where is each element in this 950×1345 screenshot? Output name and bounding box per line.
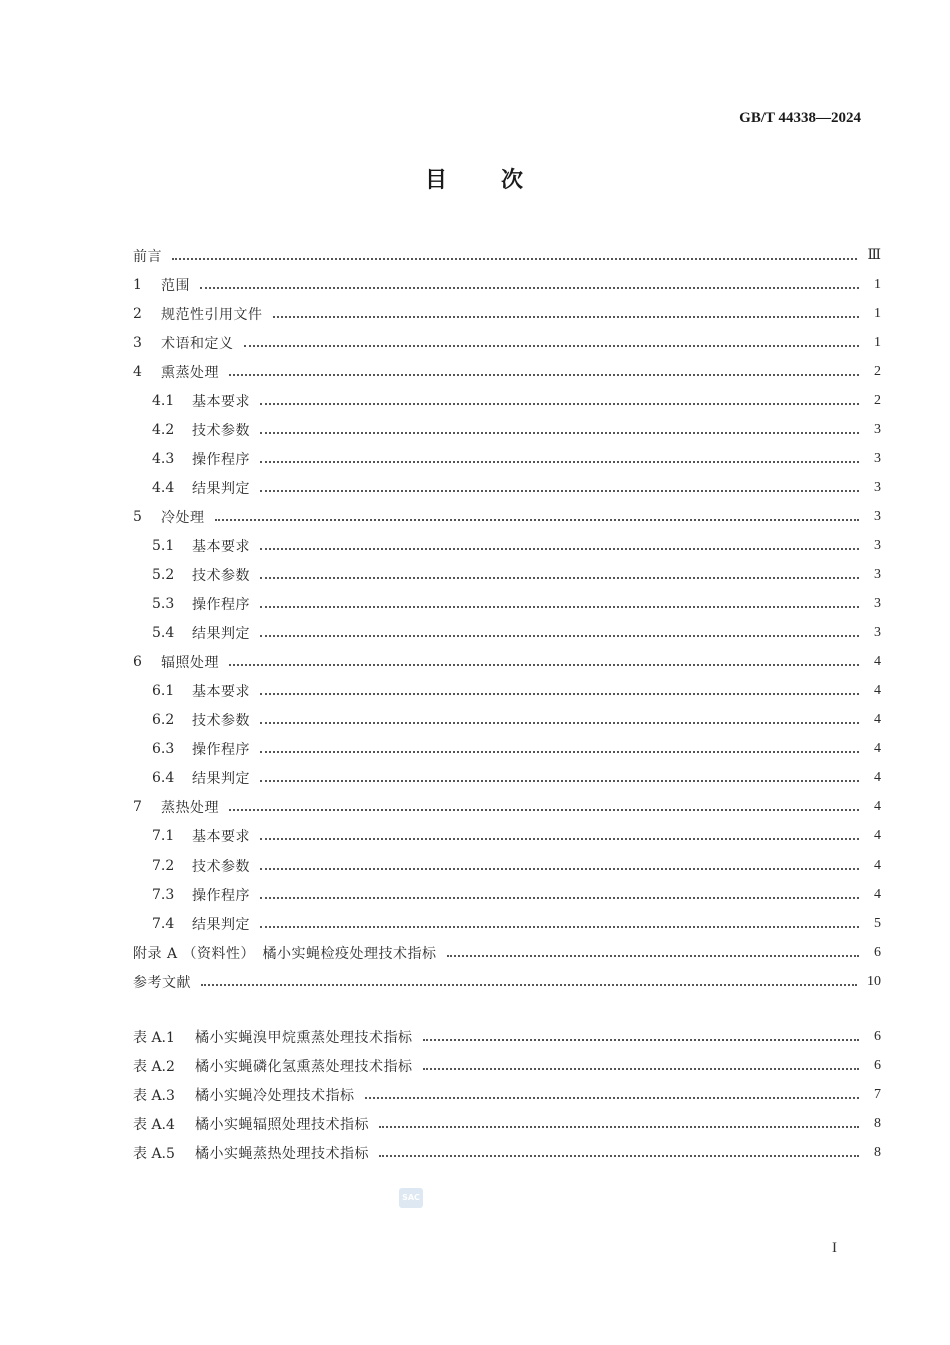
toc-entry[interactable] bbox=[133, 299, 881, 328]
dot-leader bbox=[260, 461, 859, 463]
toc-entry-number: 4.4 bbox=[152, 479, 175, 496]
toc-entry-label: 技术参数 bbox=[192, 422, 250, 439]
toc-entry-label: 规范性引用文件 bbox=[161, 306, 263, 323]
toc-entry[interactable] bbox=[133, 241, 881, 270]
toc-entry[interactable] bbox=[133, 793, 881, 822]
toc-entry-number: 表 A.5 bbox=[133, 1145, 175, 1162]
toc-entry-page: 3 bbox=[874, 567, 881, 583]
toc-entry-label: 结果判定 bbox=[192, 626, 250, 643]
toc-entry[interactable] bbox=[133, 648, 881, 677]
toc-entry[interactable] bbox=[133, 967, 881, 996]
toc-entry-label: 辐照处理 bbox=[161, 655, 219, 672]
toc-entry-number: 4 bbox=[133, 363, 142, 380]
toc-entry[interactable] bbox=[133, 502, 881, 531]
toc-entry[interactable] bbox=[133, 938, 881, 967]
toc-entry-page: Ⅲ bbox=[867, 248, 881, 264]
dot-leader bbox=[260, 722, 859, 724]
toc-entry-page: 6 bbox=[874, 1057, 881, 1073]
toc-entry-number: 表 A.2 bbox=[133, 1058, 175, 1075]
toc-entry-number: 5.2 bbox=[152, 567, 175, 584]
dot-leader bbox=[260, 780, 859, 782]
toc-entry-number: 6 bbox=[133, 654, 142, 671]
toc-entry-page: 3 bbox=[874, 479, 881, 495]
dot-leader bbox=[229, 809, 859, 811]
dot-leader bbox=[260, 897, 859, 899]
toc-entry[interactable] bbox=[133, 851, 881, 880]
toc-entry-page: 3 bbox=[874, 537, 881, 553]
dot-leader bbox=[260, 751, 859, 753]
toc-entry[interactable] bbox=[133, 619, 881, 648]
toc-entry-label: 操作程序 bbox=[192, 451, 250, 468]
toc-entry-number: 1 bbox=[133, 276, 142, 293]
toc-entry-number: 5.4 bbox=[152, 625, 175, 642]
toc-entry-label: 参考文献 bbox=[133, 974, 191, 991]
toc-entry-label: 附录 A （资料性） 橘小实蝇检疫处理技术指标 bbox=[133, 945, 437, 962]
toc-entry-page: 4 bbox=[874, 799, 881, 815]
toc-entry[interactable] bbox=[133, 735, 881, 764]
toc-entry-number: 5.1 bbox=[152, 537, 175, 554]
toc-entry[interactable] bbox=[133, 473, 881, 502]
toc-entry-page: 3 bbox=[874, 625, 881, 641]
toc-entry-page: 5 bbox=[874, 915, 881, 931]
dot-leader bbox=[260, 403, 859, 405]
toc-entry-label: 熏蒸处理 bbox=[161, 364, 219, 381]
toc-entry-label: 结果判定 bbox=[192, 480, 250, 497]
toc-entry[interactable] bbox=[133, 561, 881, 590]
sac-watermark-logo: SAC bbox=[399, 1188, 423, 1208]
standard-code: GB/T 44338—2024 bbox=[739, 110, 861, 126]
toc-entry-label: 技术参数 bbox=[192, 568, 250, 585]
toc-entry[interactable] bbox=[133, 822, 881, 851]
toc-entry[interactable] bbox=[133, 270, 881, 299]
dot-leader bbox=[447, 955, 859, 957]
toc-entry-page: 3 bbox=[874, 596, 881, 612]
toc-entry-page: 4 bbox=[874, 683, 881, 699]
toc-entry-label: 橘小实蝇冷处理技术指标 bbox=[195, 1087, 355, 1104]
dot-leader bbox=[200, 287, 859, 289]
table-list-entry[interactable] bbox=[133, 1080, 881, 1109]
toc-entry[interactable] bbox=[133, 357, 881, 386]
toc-entry[interactable] bbox=[133, 590, 881, 619]
dot-leader bbox=[260, 926, 859, 928]
toc-entry-number: 7.2 bbox=[152, 857, 175, 874]
toc-entry-number: 3 bbox=[133, 334, 142, 351]
toc-entry-label: 橘小实蝇辐照处理技术指标 bbox=[195, 1116, 369, 1133]
toc-entry-page: 4 bbox=[874, 828, 881, 844]
toc-entry[interactable] bbox=[133, 909, 881, 938]
toc-entry-label: 结果判定 bbox=[192, 771, 250, 788]
toc-entry-number: 表 A.1 bbox=[133, 1029, 175, 1046]
toc-entry-page: 8 bbox=[874, 1144, 881, 1160]
toc-entry-page: 1 bbox=[874, 305, 881, 321]
dot-leader bbox=[365, 1097, 860, 1099]
toc-entry-page: 4 bbox=[874, 712, 881, 728]
dot-leader bbox=[215, 519, 860, 521]
toc-entry-label: 操作程序 bbox=[192, 597, 250, 614]
dot-leader bbox=[260, 635, 859, 637]
dot-leader bbox=[260, 577, 859, 579]
toc-entry-page: 1 bbox=[874, 276, 881, 292]
toc-entry-page: 6 bbox=[874, 944, 881, 960]
toc-entry-number: 7.3 bbox=[152, 886, 175, 903]
toc-entry-number: 7 bbox=[133, 799, 142, 816]
dot-leader bbox=[260, 548, 859, 550]
page-title bbox=[0, 163, 950, 194]
toc-entry-number: 2 bbox=[133, 305, 142, 322]
table-list-entry[interactable] bbox=[133, 1022, 881, 1051]
dot-leader bbox=[260, 432, 859, 434]
toc-entry[interactable] bbox=[133, 386, 881, 415]
table-of-contents bbox=[133, 241, 881, 996]
dot-leader bbox=[423, 1068, 860, 1070]
toc-entry-number: 6.3 bbox=[152, 741, 175, 758]
toc-entry-number: 6.1 bbox=[152, 683, 175, 700]
dot-leader bbox=[273, 316, 860, 318]
toc-entry[interactable] bbox=[133, 764, 881, 793]
toc-entry-label: 范围 bbox=[161, 277, 190, 294]
toc-entry-number: 6.4 bbox=[152, 770, 175, 787]
table-list-entry[interactable] bbox=[133, 1109, 881, 1138]
toc-entry-number: 5.3 bbox=[152, 596, 175, 613]
toc-entry-label: 基本要求 bbox=[192, 829, 250, 846]
dot-leader bbox=[260, 868, 859, 870]
toc-entry-label: 前言 bbox=[133, 248, 162, 265]
toc-entry-page: 10 bbox=[867, 973, 881, 989]
toc-entry-page: 3 bbox=[874, 421, 881, 437]
dot-leader bbox=[379, 1155, 859, 1157]
title-char-1: 目 bbox=[424, 168, 449, 193]
dot-leader bbox=[423, 1039, 860, 1041]
dot-leader bbox=[379, 1126, 859, 1128]
dot-leader bbox=[260, 693, 859, 695]
toc-entry-label: 操作程序 bbox=[192, 742, 250, 759]
toc-entry-label: 基本要求 bbox=[192, 393, 250, 410]
toc-entry-page: 4 bbox=[874, 857, 881, 873]
toc-entry-number: 4.2 bbox=[152, 421, 175, 438]
toc-entry[interactable] bbox=[133, 531, 881, 560]
toc-entry-number: 4.3 bbox=[152, 450, 175, 467]
toc-entry-page: 4 bbox=[874, 654, 881, 670]
toc-entry[interactable] bbox=[133, 677, 881, 706]
toc-entry-label: 橘小实蝇蒸热处理技术指标 bbox=[195, 1145, 369, 1162]
toc-entry-label: 橘小实蝇磷化氢熏蒸处理技术指标 bbox=[195, 1058, 413, 1075]
toc-entry-page: 4 bbox=[874, 886, 881, 902]
toc-entry-page: 4 bbox=[874, 770, 881, 786]
dot-leader bbox=[260, 606, 859, 608]
toc-entry[interactable] bbox=[133, 706, 881, 735]
toc-entry-label: 术语和定义 bbox=[161, 335, 234, 352]
table-list-entry[interactable] bbox=[133, 1138, 881, 1167]
dot-leader bbox=[229, 664, 859, 666]
toc-entry-number: 表 A.4 bbox=[133, 1116, 175, 1133]
table-list-entry[interactable] bbox=[133, 1051, 881, 1080]
toc-entry-page: 6 bbox=[874, 1028, 881, 1044]
toc-entry-number: 4.1 bbox=[152, 392, 175, 409]
toc-entry-page: 1 bbox=[874, 334, 881, 350]
dot-leader bbox=[244, 345, 860, 347]
toc-entry-number: 6.2 bbox=[152, 712, 175, 729]
toc-entry-label: 冷处理 bbox=[161, 509, 205, 526]
toc-entry-page: 8 bbox=[874, 1115, 881, 1131]
toc-entry-number: 7.4 bbox=[152, 915, 175, 932]
toc-entry-label: 橘小实蝇溴甲烷熏蒸处理技术指标 bbox=[195, 1029, 413, 1046]
toc-entry-number: 表 A.3 bbox=[133, 1087, 175, 1104]
toc-entry-number: 7.1 bbox=[152, 828, 175, 845]
toc-entry-page: 3 bbox=[874, 508, 881, 524]
toc-entry-label: 技术参数 bbox=[192, 713, 250, 730]
toc-entry-label: 技术参数 bbox=[192, 858, 250, 875]
dot-leader bbox=[172, 258, 857, 260]
page-number: I bbox=[832, 1240, 837, 1256]
toc-entry-page: 4 bbox=[874, 741, 881, 757]
dot-leader bbox=[260, 490, 859, 492]
toc-entry[interactable] bbox=[133, 880, 881, 909]
toc-entry-label: 结果判定 bbox=[192, 916, 250, 933]
list-of-tables bbox=[133, 1022, 881, 1167]
toc-entry[interactable] bbox=[133, 415, 881, 444]
title-char-2: 次 bbox=[501, 168, 526, 193]
toc-entry-label: 操作程序 bbox=[192, 887, 250, 904]
toc-entry-page: 7 bbox=[874, 1086, 881, 1102]
toc-entry[interactable] bbox=[133, 444, 881, 473]
toc-entry-page: 2 bbox=[874, 392, 881, 408]
dot-leader bbox=[260, 838, 859, 840]
toc-entry-number: 5 bbox=[133, 508, 142, 525]
toc-entry-label: 基本要求 bbox=[192, 538, 250, 555]
toc-entry-label: 蒸热处理 bbox=[161, 800, 219, 817]
dot-leader bbox=[201, 984, 857, 986]
toc-entry[interactable] bbox=[133, 328, 881, 357]
toc-entry-label: 基本要求 bbox=[192, 684, 250, 701]
toc-entry-page: 3 bbox=[874, 450, 881, 466]
dot-leader bbox=[229, 374, 859, 376]
toc-entry-page: 2 bbox=[874, 363, 881, 379]
